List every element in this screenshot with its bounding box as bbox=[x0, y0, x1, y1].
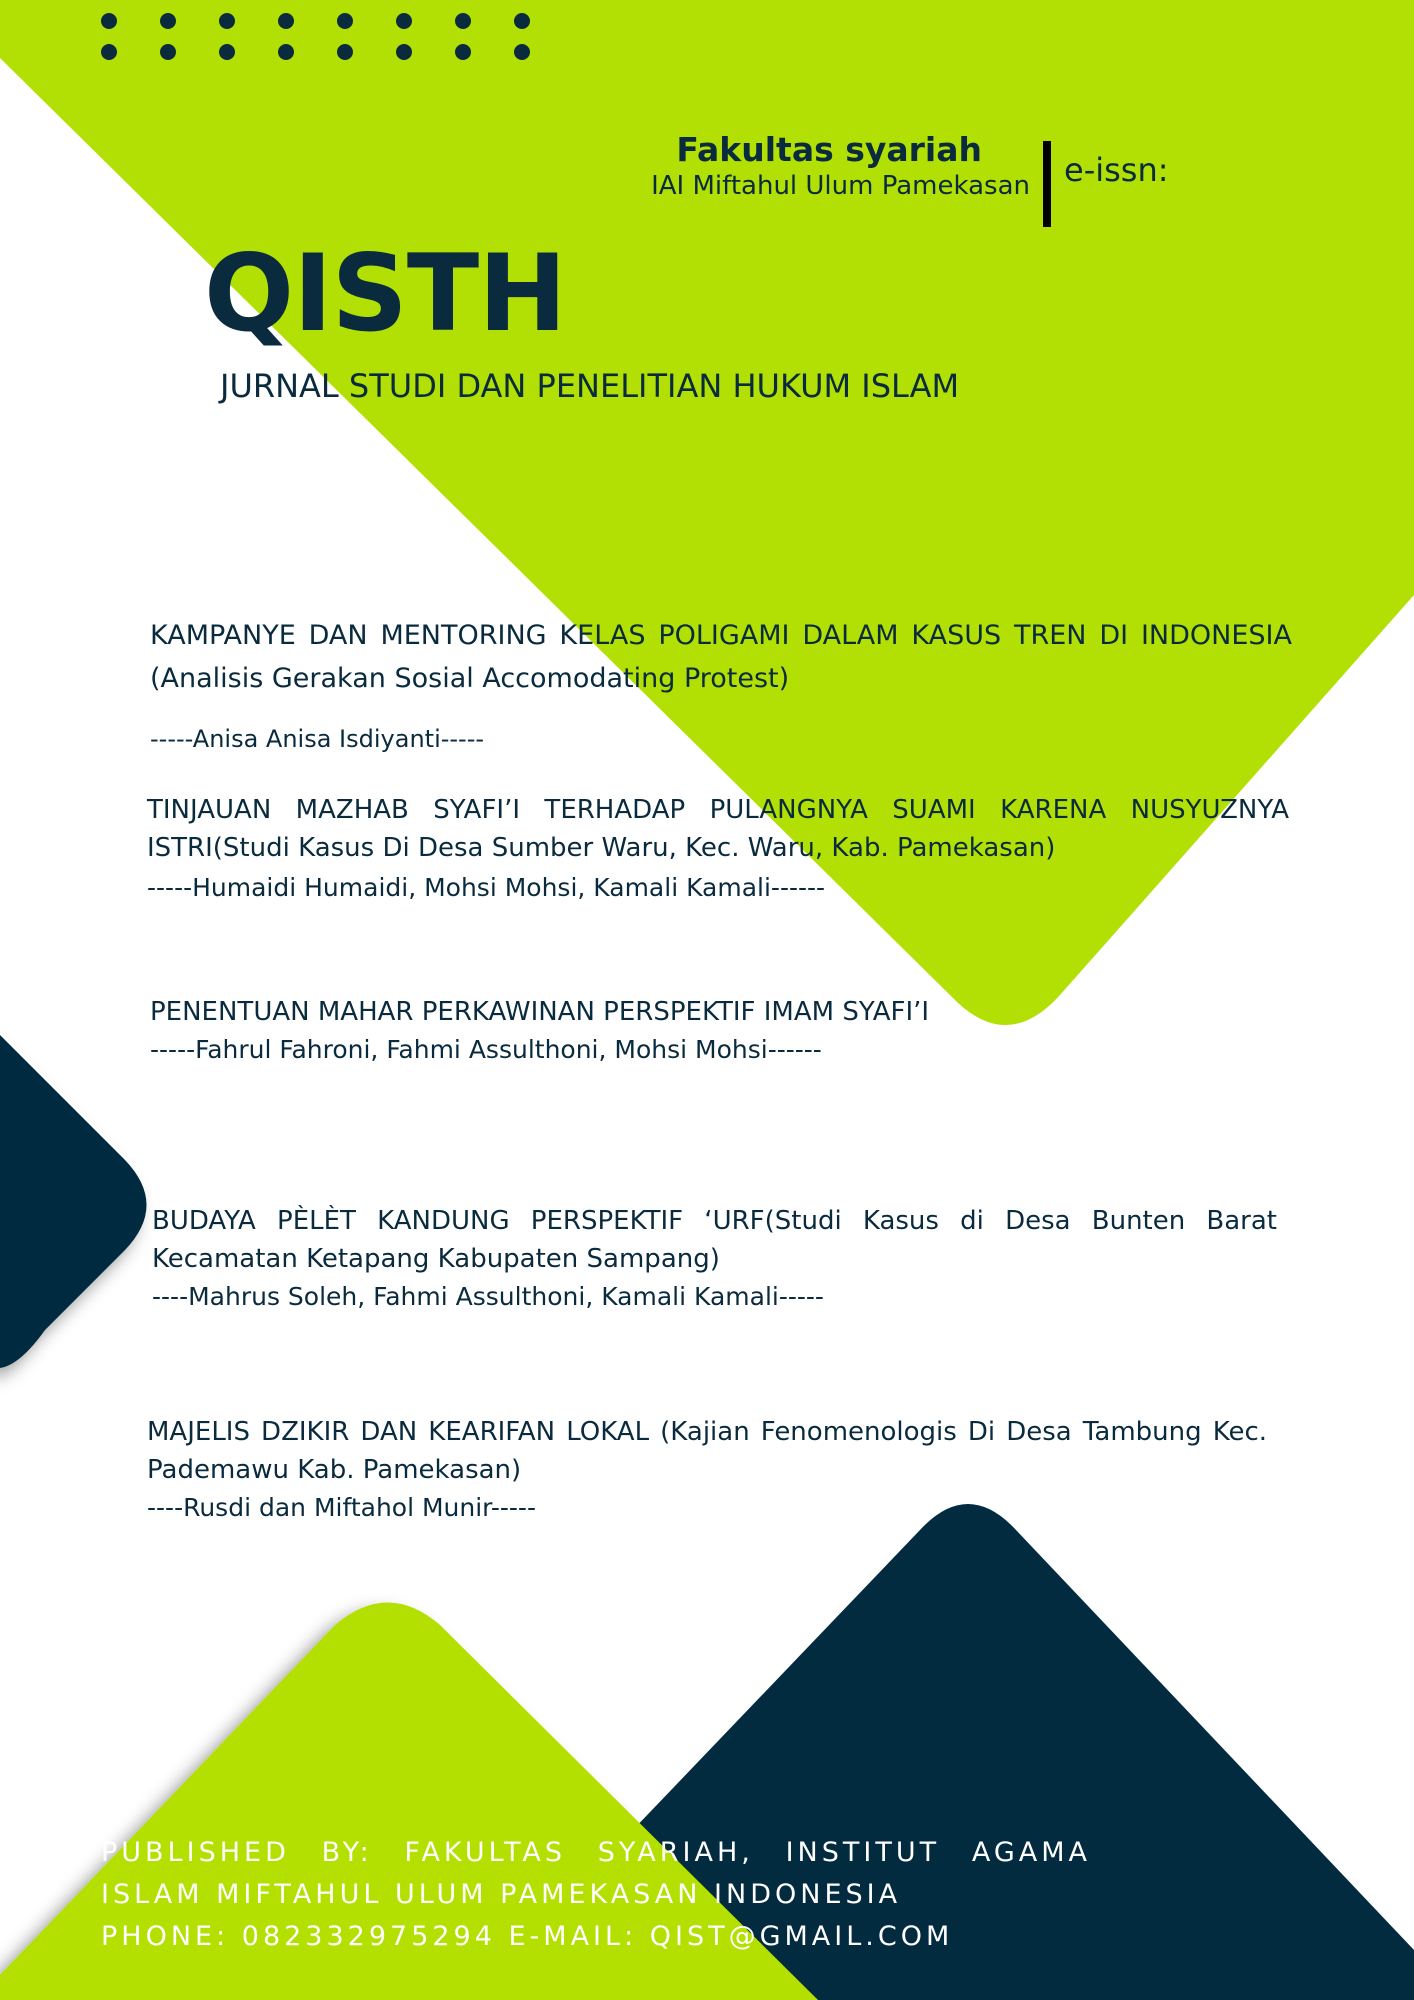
dot bbox=[455, 13, 471, 29]
issn-label: e-issn: bbox=[1064, 151, 1169, 189]
article-authors: -----Fahrul Fahroni, Fahmi Assulthoni, Mohsi Mohsi------ bbox=[150, 1035, 822, 1064]
dot bbox=[219, 44, 235, 60]
dot bbox=[101, 44, 117, 60]
dot bbox=[396, 13, 412, 29]
article-title: KAMPANYE DAN MENTORING KELAS POLIGAMI DALAM KASUS TREN DI INDONESIA (Analisis Gerakan Sosial Accomodating Protest) bbox=[150, 620, 1292, 694]
article-title: MAJELIS DZIKIR DAN KEARIFAN LOKAL (Kajian Fenomenologis Di Desa Tambung Kec. Pademawu Kab. Pamekasan) bbox=[147, 1417, 1267, 1485]
dot bbox=[160, 13, 176, 29]
footer-publisher-cont: ISLAM MIFTAHUL ULUM PAMEKASAN INDONESIA bbox=[101, 1879, 902, 1910]
dot bbox=[278, 13, 294, 29]
journal-subtitle: JURNAL STUDI DAN PENELITIAN HUKUM ISLAM bbox=[220, 367, 960, 405]
faculty-header bbox=[560, 130, 1030, 202]
journal-title: QISTH bbox=[204, 232, 566, 355]
dot bbox=[278, 44, 294, 60]
dot bbox=[101, 13, 117, 29]
article-entry bbox=[147, 791, 1289, 907]
dot bbox=[337, 44, 353, 60]
article-title: PENENTUAN MAHAR PERKAWINAN PERSPEKTIF IMAM SYAFI’I bbox=[150, 997, 930, 1027]
dot bbox=[160, 44, 176, 60]
article-entry bbox=[150, 614, 1292, 758]
dot bbox=[219, 13, 235, 29]
dot bbox=[514, 44, 530, 60]
article-authors: ----Mahrus Soleh, Fahmi Assulthoni, Kamali Kamali----- bbox=[152, 1282, 824, 1311]
navy-left-shape bbox=[0, 1035, 147, 1368]
dot bbox=[337, 13, 353, 29]
article-title: TINJAUAN MAZHAB SYAFI’I TERHADAP PULANGNYA SUAMI KARENA NUSYUZNYA ISTRI(Studi Kasus Di Desa Sumber Waru, Kec. Waru, Kab. Pamekasan) bbox=[147, 795, 1289, 863]
dot bbox=[514, 13, 530, 29]
dot bbox=[455, 44, 471, 60]
institution-name: IAI Miftahul Ulum Pamekasan bbox=[651, 171, 1030, 201]
footer-publisher: PUBLISHED BY: FAKULTAS SYARIAH, INSTITUT AGAMA bbox=[101, 1837, 1091, 1868]
header-divider bbox=[1043, 141, 1051, 227]
article-entry bbox=[150, 993, 1150, 1069]
publisher-footer bbox=[101, 1832, 1091, 1958]
article-title: BUDAYA PÈLÈT KANDUNG PERSPEKTIF ‘URF(Studi Kasus di Desa Bunten Barat Kecamatan Ketapang Kabupaten Sampang) bbox=[152, 1206, 1277, 1274]
dot bbox=[396, 44, 412, 60]
faculty-name: Fakultas syariah bbox=[676, 130, 982, 169]
article-entry bbox=[147, 1413, 1267, 1527]
article-authors: -----Humaidi Humaidi, Mohsi Mohsi, Kamali Kamali------ bbox=[147, 873, 826, 902]
article-entry bbox=[152, 1202, 1277, 1316]
footer-contact: PHONE: 082332975294 E-MAIL: QIST@GMAIL.COM bbox=[101, 1921, 954, 1952]
article-authors: -----Anisa Anisa Isdiyanti----- bbox=[150, 725, 485, 753]
article-authors: ----Rusdi dan Miftahol Munir----- bbox=[147, 1493, 536, 1522]
